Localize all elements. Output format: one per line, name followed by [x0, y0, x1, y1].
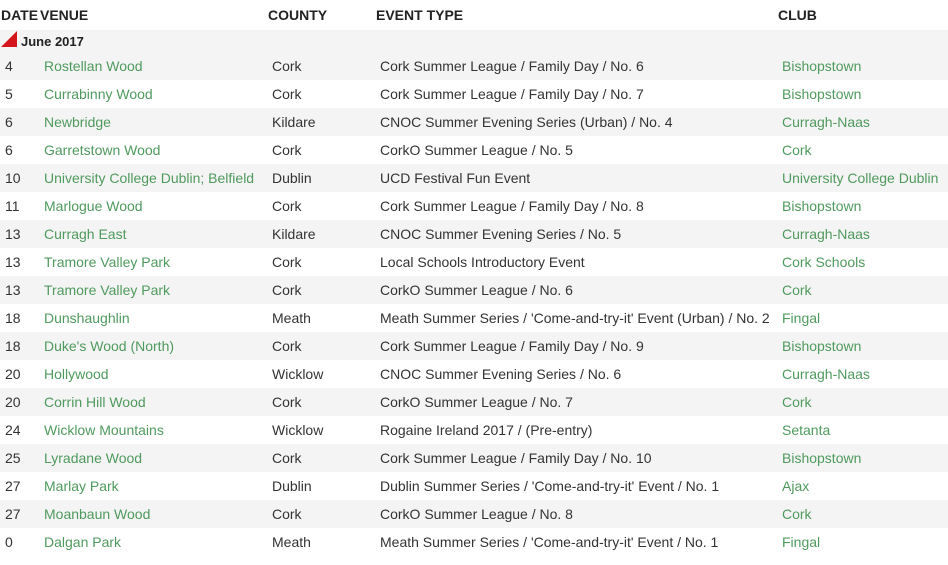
- venue-link[interactable]: Currabinny Wood: [44, 86, 153, 102]
- cell-county: Kildare: [268, 220, 370, 248]
- cell-county: Cork: [268, 136, 370, 164]
- cell-county: Cork: [268, 192, 370, 220]
- cell-date: 18: [0, 304, 40, 332]
- venue-link[interactable]: Curragh East: [44, 226, 127, 242]
- cell-venue: [40, 360, 268, 388]
- header-row: [0, 0, 948, 30]
- venue-link[interactable]: Garretstown Wood: [44, 142, 161, 158]
- cell-event-type: Cork Summer League / Family Day / No. 8: [370, 192, 774, 220]
- cell-event-type: Dublin Summer Series / 'Come-and-try-it' Event / No. 1: [370, 472, 774, 500]
- cell-venue: [40, 388, 268, 416]
- cell-event-type: Meath Summer Series / 'Come-and-try-it' Event (Urban) / No. 2: [370, 304, 774, 332]
- cell-county: Cork: [268, 276, 370, 304]
- table-row: [0, 528, 948, 556]
- table-row: [0, 108, 948, 136]
- cell-date: 4: [0, 52, 40, 80]
- cell-club: [774, 80, 948, 108]
- table-row: [0, 500, 948, 528]
- cell-venue: [40, 248, 268, 276]
- cell-date: 13: [0, 220, 40, 248]
- cell-event-type: CNOC Summer Evening Series / No. 6: [370, 360, 774, 388]
- cell-date: 24: [0, 416, 40, 444]
- cell-county: Meath: [268, 528, 370, 556]
- venue-link[interactable]: Marlay Park: [44, 478, 119, 494]
- cell-county: Cork: [268, 332, 370, 360]
- cell-county: Kildare: [268, 108, 370, 136]
- club-link[interactable]: Curragh-Naas: [782, 114, 870, 130]
- cell-county: Dublin: [268, 472, 370, 500]
- month-label: June 2017: [21, 33, 84, 49]
- table-row: [0, 136, 948, 164]
- cell-event-type: Local Schools Introductory Event: [370, 248, 774, 276]
- club-link[interactable]: Bishopstown: [782, 58, 862, 74]
- cell-venue: [40, 528, 268, 556]
- collapse-triangle-icon[interactable]: [1, 31, 17, 47]
- cell-date: 13: [0, 248, 40, 276]
- venue-link[interactable]: Dunshaughlin: [44, 310, 130, 326]
- venue-link[interactable]: Newbridge: [44, 114, 111, 130]
- cell-club: [774, 500, 948, 528]
- club-link[interactable]: Cork Schools: [782, 254, 866, 270]
- club-link[interactable]: Bishopstown: [782, 450, 862, 466]
- cell-club: [774, 416, 948, 444]
- cell-venue: [40, 332, 268, 360]
- club-link[interactable]: Curragh-Naas: [782, 366, 870, 382]
- cell-club: [774, 108, 948, 136]
- club-link[interactable]: Curragh-Naas: [782, 226, 870, 242]
- venue-link[interactable]: Hollywood: [44, 366, 109, 382]
- club-link[interactable]: Ajax: [782, 478, 810, 494]
- cell-venue: [40, 416, 268, 444]
- cell-county: Wicklow: [268, 360, 370, 388]
- table-row: [0, 332, 948, 360]
- venue-link[interactable]: Moanbaun Wood: [44, 506, 151, 522]
- venue-link[interactable]: Lyradane Wood: [44, 450, 143, 466]
- cell-county: Cork: [268, 500, 370, 528]
- cell-venue: [40, 472, 268, 500]
- club-link[interactable]: Cork: [782, 506, 812, 522]
- month-group-cell[interactable]: [0, 30, 948, 52]
- club-link[interactable]: Fingal: [782, 534, 821, 550]
- cell-club: [774, 52, 948, 80]
- cell-date: 10: [0, 164, 40, 192]
- club-link[interactable]: Bishopstown: [782, 86, 862, 102]
- cell-venue: [40, 500, 268, 528]
- cell-club: [774, 304, 948, 332]
- cell-club: [774, 528, 948, 556]
- club-link[interactable]: Cork: [782, 142, 812, 158]
- cell-event-type: CorkO Summer League / No. 5: [370, 136, 774, 164]
- cell-event-type: CorkO Summer League / No. 8: [370, 500, 774, 528]
- table-row: [0, 164, 948, 192]
- cell-county: Cork: [268, 444, 370, 472]
- venue-link[interactable]: Rostellan Wood: [44, 58, 143, 74]
- cell-venue: [40, 52, 268, 80]
- cell-event-type: Cork Summer League / Family Day / No. 10: [370, 444, 774, 472]
- cell-county: Cork: [268, 52, 370, 80]
- cell-venue: [40, 136, 268, 164]
- cell-date: 6: [0, 136, 40, 164]
- cell-county: Dublin: [268, 164, 370, 192]
- club-link[interactable]: Fingal: [782, 310, 821, 326]
- cell-event-type: Cork Summer League / Family Day / No. 6: [370, 52, 774, 80]
- cell-date: 27: [0, 500, 40, 528]
- cell-club: [774, 388, 948, 416]
- table-row: [0, 388, 948, 416]
- club-link[interactable]: Bishopstown: [782, 338, 862, 354]
- cell-event-type: Cork Summer League / Family Day / No. 7: [370, 80, 774, 108]
- venue-link[interactable]: Wicklow Mountains: [44, 422, 164, 438]
- table-row: [0, 192, 948, 220]
- col-header-club: CLUB: [778, 7, 817, 23]
- col-header-date: DATE: [1, 7, 39, 23]
- table-row: [0, 360, 948, 388]
- cell-county: Cork: [268, 80, 370, 108]
- venue-link[interactable]: Marlogue Wood: [44, 198, 143, 214]
- cell-venue: [40, 164, 268, 192]
- club-link[interactable]: Cork: [782, 394, 812, 410]
- table-row: [0, 472, 948, 500]
- cell-date: 5: [0, 80, 40, 108]
- venue-link[interactable]: Tramore Valley Park: [44, 282, 171, 298]
- venue-link[interactable]: Tramore Valley Park: [44, 254, 171, 270]
- cell-date: 6: [0, 108, 40, 136]
- cell-event-type: CNOC Summer Evening Series / No. 5: [370, 220, 774, 248]
- cell-date: 27: [0, 472, 40, 500]
- venue-link[interactable]: University College Dublin; Belfield: [44, 170, 255, 186]
- cell-club: [774, 136, 948, 164]
- cell-club: [774, 472, 948, 500]
- table-row: [0, 248, 948, 276]
- cell-club: [774, 276, 948, 304]
- cell-venue: [40, 444, 268, 472]
- cell-club: [774, 360, 948, 388]
- cell-venue: [40, 220, 268, 248]
- cell-venue: [40, 192, 268, 220]
- venue-link[interactable]: Duke's Wood (North): [44, 338, 175, 354]
- cell-date: 0: [0, 528, 40, 556]
- month-group-row: [0, 30, 948, 52]
- cell-date: 18: [0, 332, 40, 360]
- table-row: [0, 52, 948, 80]
- cell-venue: [40, 108, 268, 136]
- cell-club: [774, 444, 948, 472]
- cell-event-type: Rogaine Ireland 2017 / (Pre-entry): [370, 416, 774, 444]
- col-header-county: COUNTY: [268, 7, 328, 23]
- cell-club: [774, 248, 948, 276]
- table-row: [0, 80, 948, 108]
- cell-date: 20: [0, 360, 40, 388]
- club-link[interactable]: Cork: [782, 282, 812, 298]
- cell-club: [774, 220, 948, 248]
- cell-event-type: Meath Summer Series / 'Come-and-try-it' Event / No. 1: [370, 528, 774, 556]
- cell-club: [774, 332, 948, 360]
- table-row: [0, 444, 948, 472]
- table-row: [0, 276, 948, 304]
- cell-date: 20: [0, 388, 40, 416]
- cell-county: Cork: [268, 388, 370, 416]
- cell-county: Cork: [268, 248, 370, 276]
- cell-date: 25: [0, 444, 40, 472]
- col-header-venue: VENUE: [40, 7, 89, 23]
- club-link[interactable]: University College Dublin: [782, 170, 939, 186]
- cell-venue: [40, 304, 268, 332]
- cell-event-type: CorkO Summer League / No. 6: [370, 276, 774, 304]
- cell-event-type: UCD Festival Fun Event: [370, 164, 774, 192]
- col-header-event-type: EVENT TYPE: [376, 7, 464, 23]
- cell-event-type: CNOC Summer Evening Series (Urban) / No. 4: [370, 108, 774, 136]
- cell-club: [774, 192, 948, 220]
- cell-event-type: Cork Summer League / Family Day / No. 9: [370, 332, 774, 360]
- venue-link[interactable]: Dalgan Park: [44, 534, 122, 550]
- cell-date: 11: [0, 192, 40, 220]
- cell-county: Meath: [268, 304, 370, 332]
- cell-venue: [40, 276, 268, 304]
- venue-link[interactable]: Corrin Hill Wood: [44, 394, 146, 410]
- cell-county: Wicklow: [268, 416, 370, 444]
- table-row: [0, 304, 948, 332]
- table-row: [0, 220, 948, 248]
- club-link[interactable]: Setanta: [782, 422, 831, 438]
- cell-venue: [40, 80, 268, 108]
- cell-date: 13: [0, 276, 40, 304]
- cell-club: [774, 164, 948, 192]
- club-link[interactable]: Bishopstown: [782, 198, 862, 214]
- cell-event-type: CorkO Summer League / No. 7: [370, 388, 774, 416]
- table-row: [0, 416, 948, 444]
